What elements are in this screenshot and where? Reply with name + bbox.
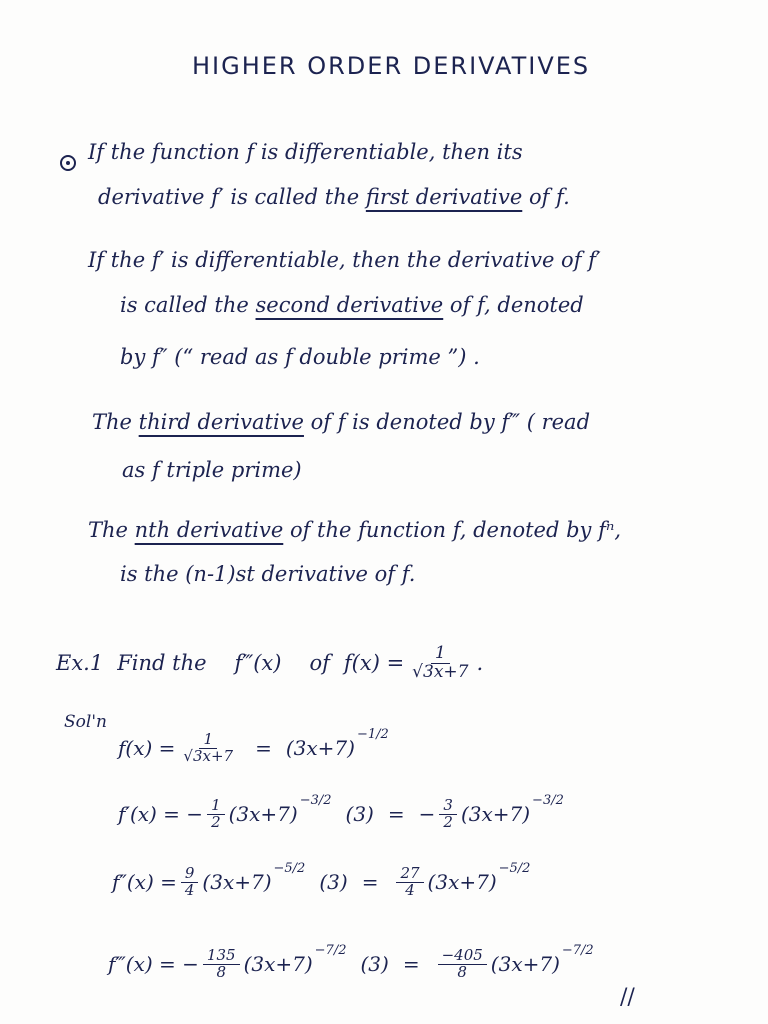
para4-line2: is the (n-1)st derivative of f. (120, 562, 416, 586)
solution-label: Sol'n (64, 712, 107, 732)
para2-line2: is called the second derivative of f, denoted (120, 293, 584, 317)
nth-derivative-term: nth derivative (134, 518, 284, 542)
example-target: f‴(x) (234, 651, 282, 676)
third-derivative-term: third derivative (138, 410, 304, 434)
first-derivative-term: first derivative (365, 185, 523, 209)
para3-line1: The third derivative of f is denoted by f‴ ( read (92, 410, 591, 434)
step-3: f″(x) = $\frac{9}{4}$ (3x+7) −5/2 (3) = $\frac{27}{4}$ (3x+7) −5/2 (112, 860, 531, 899)
para4-line1: The nth derivative of the function f, denoted by fⁿ, (88, 518, 622, 542)
second-derivative-term: second derivative (255, 293, 444, 317)
para1-line1: If the function f is differentiable, then its (88, 140, 523, 164)
step-1: f(x) = $\frac{1}{√3x+7}$ = (3x+7) −1/2 (118, 726, 389, 765)
para3-line2: as f triple prime) (122, 458, 302, 482)
step-4: f‴(x) = − $\frac{135}{8}$ (3x+7) −7/2 (3) = $\frac{-405}{8}$ (3x+7) −7/2 (108, 942, 594, 981)
example-label: Ex.1 (56, 651, 104, 676)
para2-line1: If the f′ is differentiable, then the derivative of f′ (88, 248, 601, 272)
example-fraction: $\frac{1}{√3x+7}$ (412, 643, 469, 682)
step-2: f′(x) = − $\frac{1}{2}$ (3x+7) −3/2 (3) = − $\frac{3}{2}$ (3x+7) −3/2 (118, 792, 564, 831)
example-statement: Ex.1 Find the f‴(x) of f(x) = $\frac{1}{√3x+7}$ . (56, 643, 484, 682)
end-mark: // (620, 985, 635, 1010)
para1-line2: derivative f′ is called the first derivative of f. (98, 185, 570, 209)
bullet-icon (60, 155, 76, 171)
page-title: HIGHER ORDER DERIVATIVES (192, 52, 591, 80)
para2-line3: by f″ (“ read as f double prime ”) . (120, 345, 480, 369)
